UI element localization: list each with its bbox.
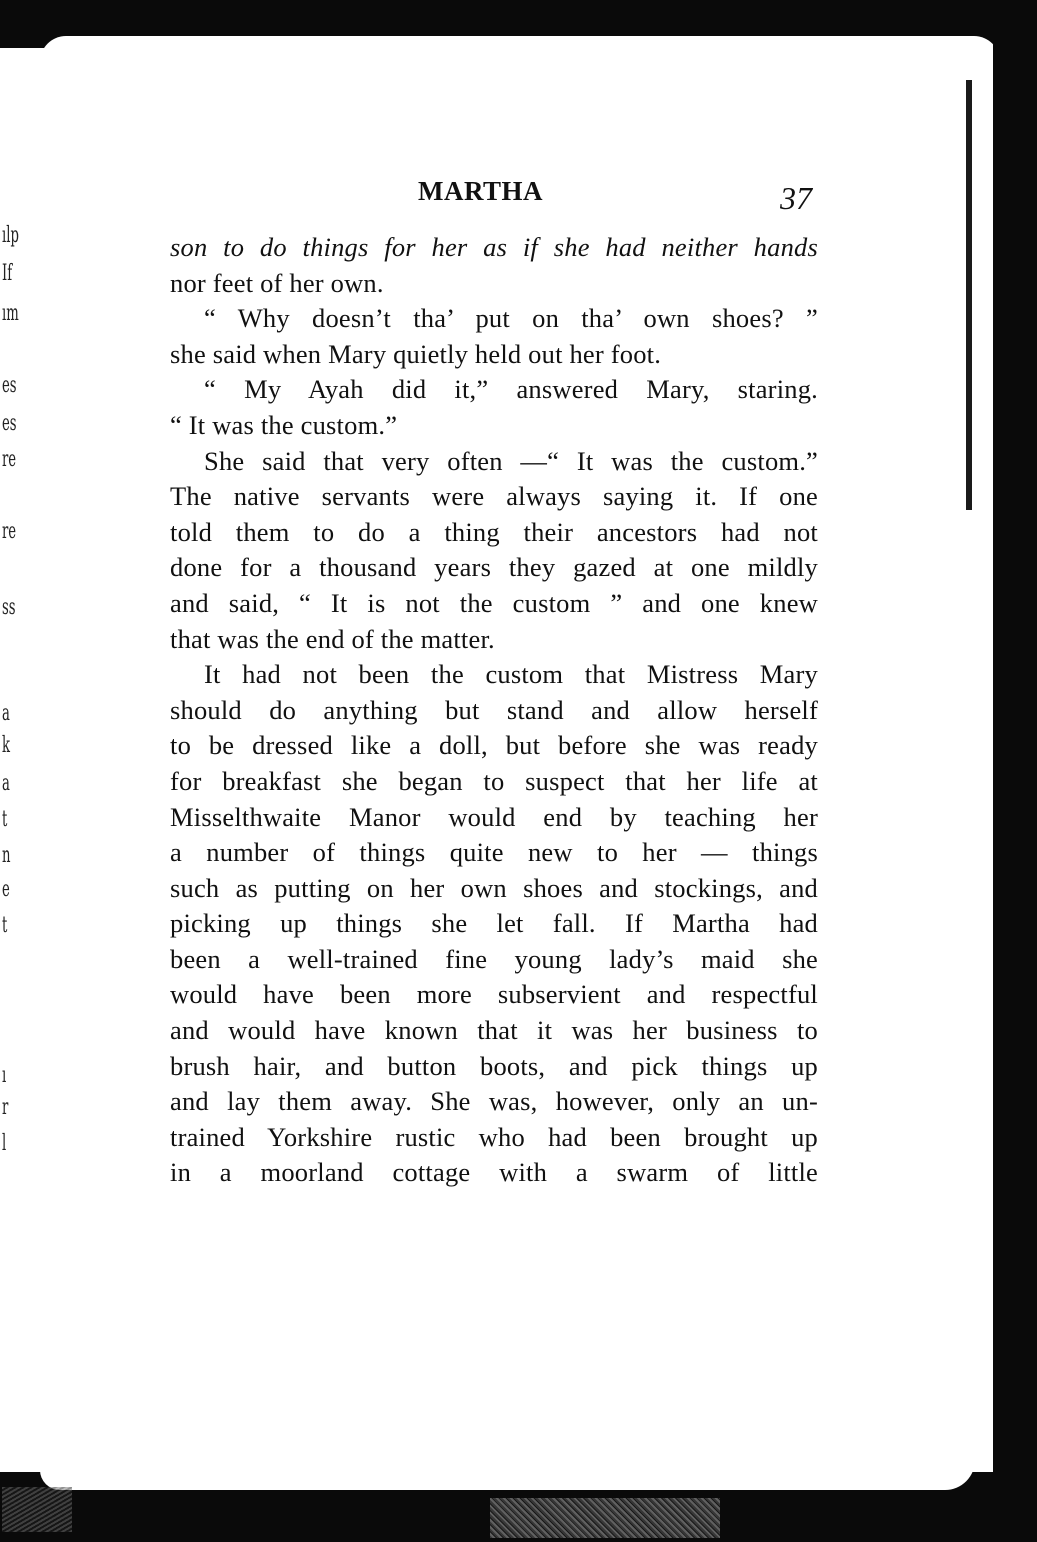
margin-fragment: re bbox=[2, 519, 17, 544]
margin-fragment: es bbox=[2, 411, 17, 436]
page-edge-right bbox=[985, 80, 993, 1480]
margin-fragment: re bbox=[2, 447, 17, 472]
scan-border-right bbox=[993, 0, 1037, 1542]
text-line: The native servants were always saying it. If one bbox=[170, 481, 818, 512]
margin-fragment: r bbox=[2, 1095, 9, 1120]
facing-page-fragments bbox=[0, 225, 30, 1205]
text-line: “ It was the custom.” bbox=[170, 409, 398, 440]
margin-fragment: l bbox=[2, 1131, 7, 1156]
text-line: that was the end of the matter. bbox=[170, 623, 495, 654]
margin-fragment: a bbox=[2, 771, 10, 796]
text-line: should do anything but stand and allow herself bbox=[170, 694, 818, 725]
scan-noise bbox=[490, 1498, 720, 1538]
margin-fragment: es bbox=[2, 373, 17, 398]
page-edge-bottom bbox=[40, 1450, 975, 1490]
text-line: brush hair, and button boots, and pick things up bbox=[170, 1050, 818, 1081]
text-line: nor feet of her own. bbox=[170, 267, 384, 298]
text-line: done for a thousand years they gazed at one mildly bbox=[170, 552, 818, 583]
margin-fragment: t bbox=[2, 913, 8, 938]
text-line: trained Yorkshire rustic who had been brought up bbox=[170, 1121, 818, 1152]
page-number: 37 bbox=[780, 180, 812, 216]
margin-fragment: e bbox=[2, 877, 10, 902]
text-line: been a well-trained fine young lady’s maid she bbox=[170, 943, 818, 974]
margin-fragment: ım bbox=[2, 301, 19, 326]
text-line: would have been more subservient and respectful bbox=[170, 979, 818, 1010]
text-line: son to do things for her as if she had neither hands bbox=[170, 232, 818, 262]
margin-fragment: t bbox=[2, 807, 8, 832]
text-line: She said that very often —“ It was the custom.” bbox=[204, 445, 818, 476]
running-head: MARTHA bbox=[418, 176, 544, 206]
scan-noise-left bbox=[2, 1487, 72, 1532]
margin-fragment: If bbox=[2, 261, 13, 286]
text-line: and said, “ It is not the custom ” and one knew bbox=[170, 587, 818, 618]
margin-fragment: ı bbox=[2, 1063, 7, 1088]
text-line: and would have known that it was her business to bbox=[170, 1015, 818, 1046]
text-line: for breakfast she began to suspect that her life at bbox=[170, 765, 818, 796]
text-line: she said when Mary quietly held out her foot. bbox=[170, 338, 662, 369]
margin-fragment: ss bbox=[2, 595, 16, 620]
text-line: picking up things she let fall. If Martha had bbox=[170, 908, 818, 939]
margin-fragment: k bbox=[2, 733, 11, 758]
text-line: told them to do a thing their ancestors had not bbox=[170, 516, 818, 547]
spine-shadow bbox=[966, 80, 972, 510]
text-line: “ My Ayah did it,” answered Mary, staring. bbox=[204, 374, 818, 405]
text-line: It had not been the custom that Mistress Mary bbox=[204, 659, 818, 690]
page-edge-top bbox=[40, 36, 1000, 62]
margin-fragment: n bbox=[2, 843, 11, 868]
text-line: “ Why doesn’t tha’ put on tha’ own shoes? ” bbox=[204, 303, 818, 334]
margin-fragment: a bbox=[2, 701, 10, 726]
text-line: Misselthwaite Manor would end by teaching her bbox=[170, 801, 818, 832]
text-line: such as putting on her own shoes and stockings, and bbox=[170, 872, 818, 903]
margin-fragment: ılp bbox=[2, 223, 19, 248]
body-text bbox=[170, 230, 818, 1191]
text-line: a number of things quite new to her — things bbox=[170, 837, 818, 868]
text-line: and lay them away. She was, however, only an un- bbox=[170, 1086, 818, 1117]
text-line: to be dressed like a doll, but before she was ready bbox=[170, 730, 818, 761]
text-line: in a moorland cottage with a swarm of little bbox=[170, 1157, 818, 1188]
